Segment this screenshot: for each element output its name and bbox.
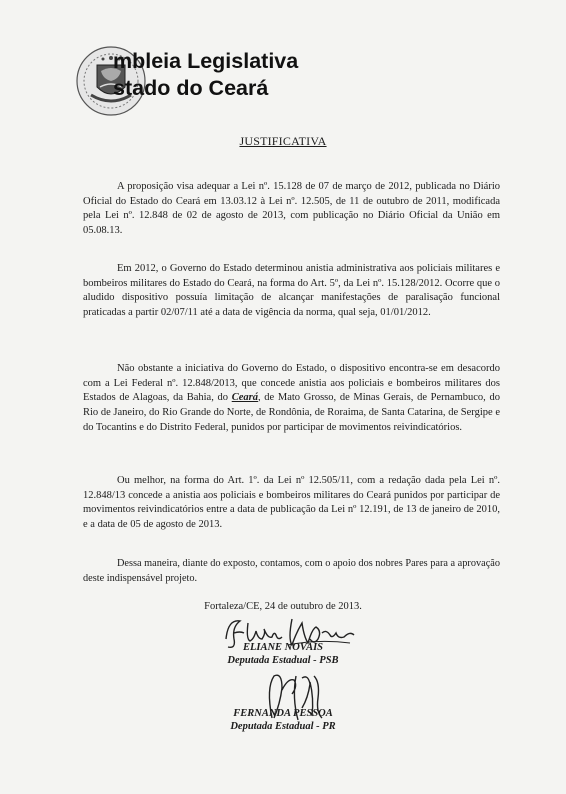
paragraph-4: Ou melhor, na forma do Art. 1º. da Lei nº 12.505/11, com a redação dada pela Lei nº. 12.848/13 concede a anistia aos policiais e bombeiros militares do Ceará punidos por participar de movimentos reivindicatórios entre a data de publicação da Lei nº 12.191, de 13 de janeiro de 2010, e a data de 05 de agosto de 2013. [83,475,500,531]
document-title: JUSTIFICATIVA [239,134,327,148]
letterhead-line-1: mbleia Legislativa [113,49,299,73]
letterhead [113,48,298,102]
paragraph-3-text-a: Não obstante a iniciativa do Governo do Estado, o dispositivo encontra-se em desacordo com a Lei Federal nº. 12.848/2013, que concede anistia aos policiais e bombeiros militares dos Estados de Alagoas, da Bahia, do [83,363,500,404]
signatory-1 [183,641,383,667]
signatory-2-name: FERNANDA PESSOA [233,708,333,719]
paragraph-1: A proposição visa adequar a Lei nº. 15.128 de 07 de março de 2012, publicada no Diário Oficial do Estado do Ceará em 13.03.12 à Lei nº. 12.505, de 11 de outubro de 2011, modificada pela Lei nº. 12.848 de 02 de agosto de 2013, com publicação no Diário Oficial da União em 05.08.13. [83,181,500,237]
paragraph-3-text-b: , de Mato Grosso, de Minas Gerais, de Pernambuco, do Rio de Janeiro, do Rio Grande do Norte, de Rondônia, de Roraima, de Santa Catarina, de Sergipe e do Tocantins e do Distrito Federal, punidos por participar de movimentos reivindicatórios. [83,392,500,433]
signatory-2 [183,707,383,733]
paragraph-3 [83,362,500,436]
place-and-date: Fortaleza/CE, 24 de outubro de 2013. [204,601,362,612]
paragraph-2: Em 2012, o Governo do Estado determinou anistia administrativa aos policiais militares e bombeiros militares do Estado do Ceará, na forma do Art. 5º, da Lei nº. 15.128/2012. Ocorre que o aludido dispositivo possuía limitação de alcançar manifestações de paralisação funcional praticadas a partir 02/07/11 até a data de vigência da norma, qual seja, 01/01/2012. [83,263,500,319]
letterhead-line-2: stado do Ceará [113,76,269,100]
paragraph-5: Dessa maneira, diante do exposto, contamos, com o apoio dos nobres Pares para a aprovação deste indispensável projeto. [83,558,500,584]
paragraph-3-emphasis: Ceará [231,392,258,404]
signatory-1-name: ELIANE NOVAIS [242,642,324,653]
signatory-2-role: Deputada Estadual - PR [230,721,336,732]
signatory-1-role: Deputada Estadual - PSB [227,655,339,666]
